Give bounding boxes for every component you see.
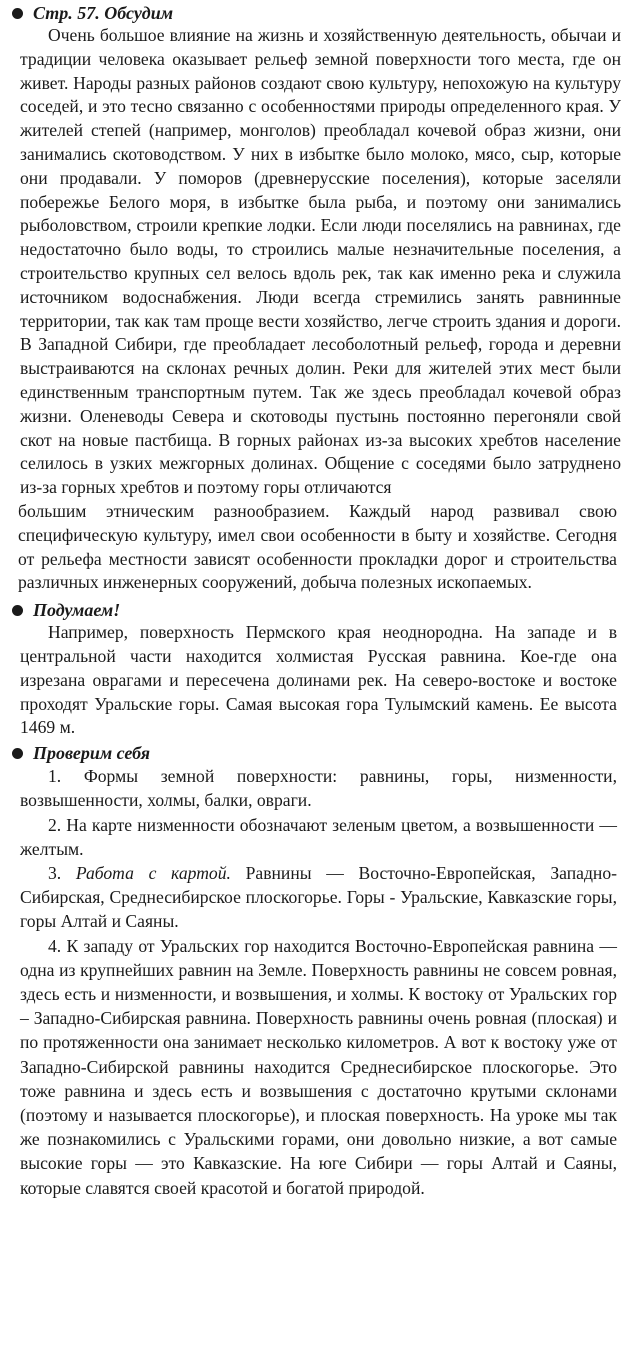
check-item-1: 1. Формы земной поверхности: равнины, горы, низменности, возвышенности, холмы, балки, овраги.: [20, 766, 617, 811]
think-heading: [12, 599, 625, 621]
check-section: [12, 742, 625, 1200]
check-item-3-title: Работа с картой.: [75, 862, 231, 883]
bullet-icon: [12, 8, 23, 19]
think-section: [12, 599, 625, 740]
discuss-section: [12, 2, 625, 595]
bullet-icon: [12, 748, 23, 759]
check-item-3-number: 3.: [48, 862, 62, 883]
check-item-4: 4. К западу от Уральских гор находится Восточно-Европейская равнина — одна из крупнейших равнин на Земле. Поверхность равнины не совсем ровная, здесь есть и низменности, и возвышения, и холмы. К востоку от Уральских гор – Западно-Сибирская равнина. Поверхность равнины очень ровная (плоская) и по протяженности она занимает несколько километров. А вот к востоку уже от Западно-Сибирской равнины находится Среднесибирское плоскогорье. Это тоже равнина и здесь есть и возвышения с достаточно крутыми склонами (поэтому и называется плоскогорье), и плоская поверхность. На уроке мы так же познакомились с Уральскими горами, они довольно низкие, а вот самые высокие горы — это Кавказские. На юге Сибири — горы Алтай и Саяны, которые славятся своей красотой и богатой природой.: [20, 935, 617, 1198]
check-heading: [12, 742, 625, 764]
discuss-heading-text: Стр. 57. Обсудим: [33, 3, 174, 23]
check-item-2: 2. На карте низменности обозначают зеленым цветом, а возвышенности — желтым.: [20, 814, 617, 859]
discuss-paragraph: Очень большое влияние на жизнь и хозяйственную деятельность, обычаи и традиции человека оказывает рельеф земной поверхности того места, где он живет. Народы разных районов создают свою культуру, непохожую на культуру соседей, и это тесно связанно с особенностями природы определенного края. У жителей степей (например, монголов) преобладал кочевой образ жизни, они занимались скотоводством. У них в избытке было молоко, мясо, сыр, которые они продавали. У поморов (древнерусские поселения), которые заселяли побережье Белого моря, в избытке была рыба, и поэтому они занимались рыболовством, строили крепкие лодки. Если люди поселялись на равнинах, где недостаточно было воды, то строились малые незначительные поселения, а строительство крупных сел велось вдоль рек, так как именно река и служила источником водоснабжения. Люди всегда стремились занять равнинные территории, так как там проще вести хозяйство, легче строить здания и дороги. В Западной Сибири, где преобладает лесоболотный рельеф, города и деревни выстраиваются на склонах речных долин. Реки для жителей этих мест были единственным транспортным путем. Так же здесь преобладал кочевой образ жизни. Оленеводы Севера и скотоводы пустынь постоянно перегоняли свой скот на новые пастбища. В горных районах из-за высоких хребтов население селилось в узких межгорных долинах. Общение с соседями было затруднено из-за горных хребтов и поэтому горы отличаются: [20, 25, 621, 498]
think-heading-text: Подумаем!: [33, 600, 121, 621]
discuss-heading: [12, 2, 625, 24]
bullet-icon: [12, 605, 23, 616]
discuss-paragraph-continued: большим этническим разнообразием. Каждый народ развивал свою специфическую культуру, имел свои особенности в быту и хозяйстве. Сегодня от рельефа местности зависят особенности прокладки дорог и строительства различных инженерных сооружений, добыча полезных ископаемых.: [18, 500, 617, 593]
check-heading-text: Проверим себя: [33, 743, 150, 764]
check-item-3-text: Равнины — Восточно-Европейская, Западно-Сибирская, Среднесибирское плоскогорье. Горы - Уральские, Кавказские горы, горы Алтай и Саяны.: [20, 862, 617, 932]
think-paragraph: Например, поверхность Пермского края неоднородна. На западе и в центральной части находится холмистая Русская равнина. Кое-где она изрезана оврагами и пересечена долинами рек. На северо-востоке и востоке проходят Уральские горы. Самая высокая гора Тулымский камень. Ее высота 1469 м.: [20, 622, 617, 738]
check-item-3: [12, 861, 625, 934]
